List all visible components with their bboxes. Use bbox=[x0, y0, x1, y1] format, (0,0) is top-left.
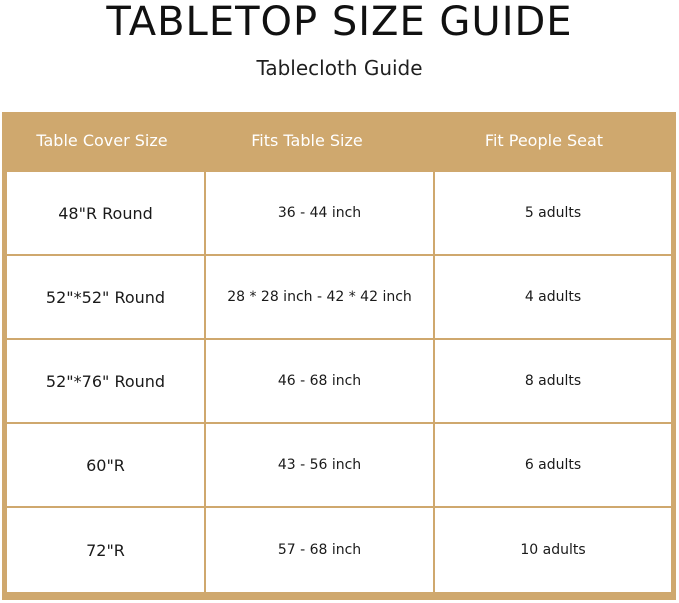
fits-size-cell: 28 * 28 inch - 42 * 42 inch bbox=[206, 256, 433, 338]
cover-size-cell: 48"R Round bbox=[7, 172, 204, 254]
column-header-table-cover-size: Table Cover Size bbox=[36, 131, 168, 150]
seats-cell: 5 adults bbox=[435, 172, 671, 254]
fits-size-cell: 57 - 68 inch bbox=[206, 508, 433, 592]
fits-size-cell: 46 - 68 inch bbox=[206, 340, 433, 422]
seats-cell: 4 adults bbox=[435, 256, 671, 338]
seats-cell: 10 adults bbox=[435, 508, 671, 592]
fits-size-cell: 43 - 56 inch bbox=[206, 424, 433, 506]
column-header-fit-people-seat: Fit People Seat bbox=[484, 131, 604, 150]
table-header-row bbox=[2, 112, 676, 170]
fits-size-cell: 36 - 44 inch bbox=[206, 172, 433, 254]
table-row bbox=[7, 256, 671, 340]
table-row bbox=[7, 508, 671, 592]
table-row bbox=[7, 424, 671, 508]
cover-size-cell: 72"R bbox=[7, 508, 204, 592]
table-row bbox=[7, 340, 671, 424]
page-title: TABLETOP SIZE GUIDE bbox=[106, 0, 573, 45]
table-body bbox=[7, 172, 671, 592]
table-row bbox=[7, 172, 671, 256]
cover-size-cell: 52"*76" Round bbox=[7, 340, 204, 422]
cover-size-cell: 52"*52" Round bbox=[7, 256, 204, 338]
cover-size-cell: 60"R bbox=[7, 424, 204, 506]
column-header-fits-table-size: Fits Table Size bbox=[251, 131, 363, 150]
size-guide-table bbox=[2, 112, 676, 600]
page-subtitle: Tablecloth Guide bbox=[256, 56, 423, 80]
seats-cell: 6 adults bbox=[435, 424, 671, 506]
seats-cell: 8 adults bbox=[435, 340, 671, 422]
